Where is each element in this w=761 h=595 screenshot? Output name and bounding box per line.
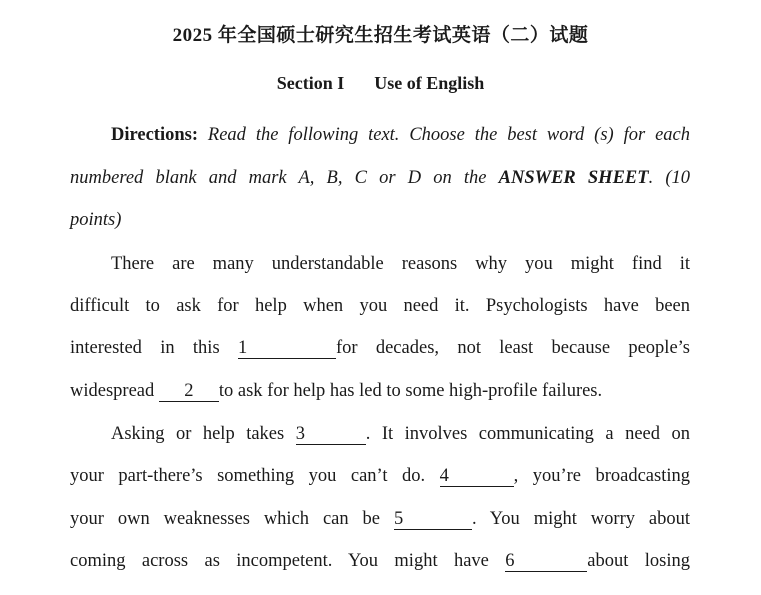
passage-line-3: interested in this 1 for decades, not least because people’s [70, 338, 690, 358]
passage-line-6: your part-there’s something you can’t do. 4 , you’re broadcasting [70, 466, 690, 486]
blank-6: 6 [505, 551, 587, 572]
section-name: Use of English [374, 73, 485, 93]
section-heading [0, 73, 761, 94]
blank-1: 1 [238, 338, 336, 359]
section-number: Section I [276, 73, 345, 93]
directions-line-2: numbered blank and mark A, B, C or D on the ANSWER SHEET. (10 [70, 168, 691, 188]
blank-4: 4 [440, 466, 514, 487]
passage-line-4: widespread 2 to ask for help has led to some high-profile failures. [70, 381, 603, 401]
passage-line-2: difficult to ask for help when you need it. Psychologists have been [70, 296, 690, 316]
answer-sheet-emphasis: ANSWER SHEET [498, 168, 649, 188]
directions-line-3: points) [70, 210, 122, 230]
passage-line-1: There are many understandable reasons why you might find it [111, 254, 690, 274]
directions-text-1: Read the following text. Choose the best word (s) for each [207, 125, 690, 145]
passage-line-7: your own weaknesses which can be 5 . You might worry about [70, 509, 691, 529]
blank-5: 5 [394, 509, 472, 530]
passage-line-5: Asking or help takes 3 . It involves communicating a need on [111, 424, 690, 444]
directions-line-1 [111, 122, 690, 148]
exam-title: 2025 年全国硕士研究生招生考试英语（二）试题 [172, 25, 589, 46]
passage-line-8: coming across as incompetent. You might have 6 about losing [70, 551, 690, 571]
blank-2: 2 [159, 381, 219, 402]
directions-label: Directions: [111, 125, 198, 145]
blank-3: 3 [296, 424, 366, 445]
